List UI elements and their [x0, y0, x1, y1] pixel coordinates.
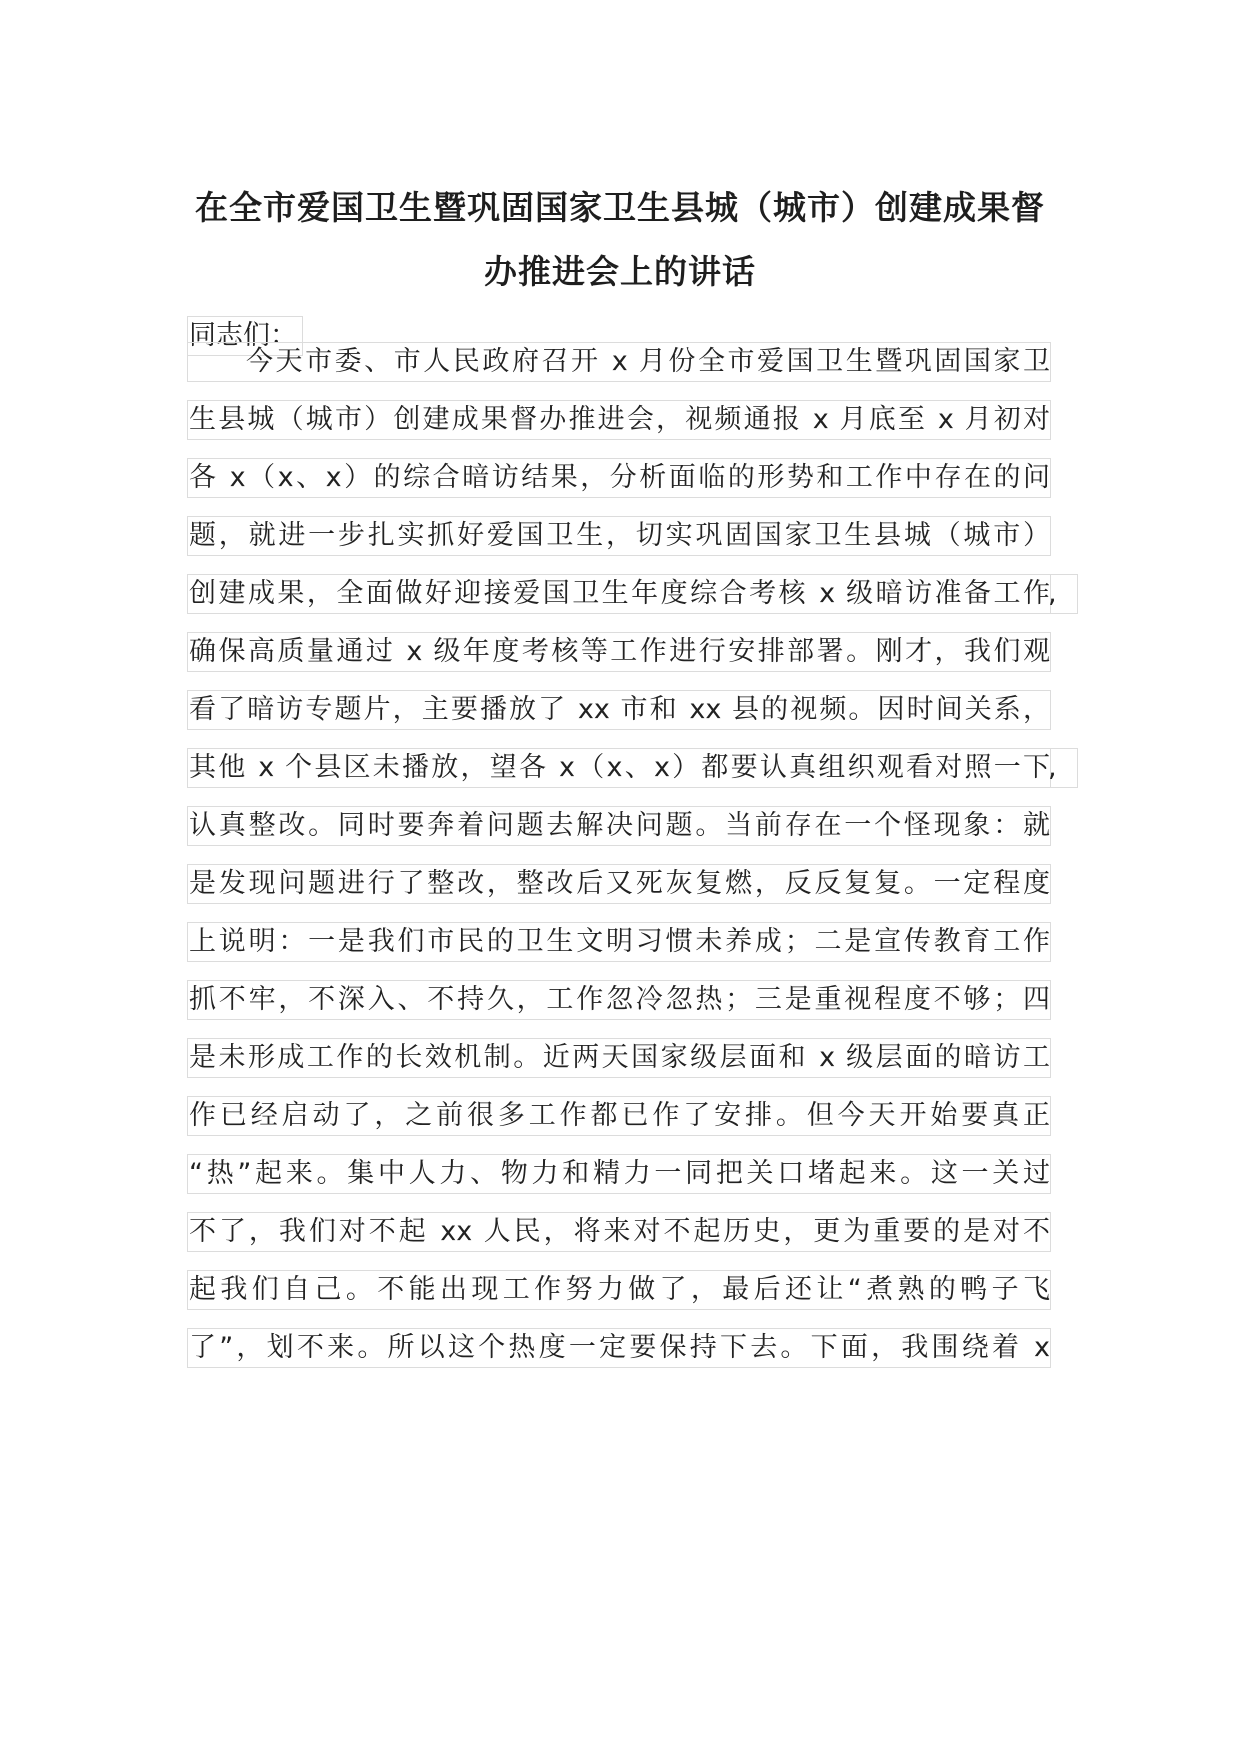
text-line-8-content: 其他 x 个县区未播放，望各 x（x、x）都要认真组织观看对照一下 [189, 752, 1050, 783]
text-line-15 [187, 1154, 1051, 1194]
text-line-7-content: 看了暗访专题片，主要播放了 xx 市和 xx 县的视频。因时间关系， [189, 694, 1050, 725]
text-line-12 [187, 980, 1051, 1020]
text-line-6-content: 确保高质量通过 x 级年度考核等工作进行安排部署。刚才，我们观 [189, 636, 1050, 667]
text-line-11-content: 上说明：一是我们市民的卫生文明习惯未养成；二是宣传教育工作 [189, 926, 1050, 957]
text-line-3-content: 各 x（x、x）的综合暗访结果，分析面临的形势和工作中存在的问 [189, 462, 1050, 493]
text-line-13 [187, 1038, 1051, 1078]
text-line-3 [187, 458, 1051, 498]
document-title-line-2: 办推进会上的讲话 [484, 252, 756, 291]
text-line-9-content: 认真整改。同时要奔着问题去解决问题。当前存在一个怪现象：就 [189, 810, 1050, 841]
text-line-15-content: “热”起来。集中人力、物力和精力一同把关口堵起来。这一关过 [189, 1158, 1050, 1189]
text-line-1 [187, 342, 1051, 382]
text-line-12-content: 抓不牢，不深入、不持久，工作忽冷忽热；三是重视程度不够；四 [189, 984, 1050, 1015]
text-line-9 [187, 806, 1051, 846]
text-line-13-content: 是未形成工作的长效机制。近两天国家级层面和 x 级层面的暗访工 [189, 1042, 1050, 1073]
text-line-17-content: 起我们自己。不能出现工作努力做了，最后还让“煮熟的鸭子飞 [189, 1274, 1050, 1305]
text-line-8 [187, 748, 1051, 788]
text-line-11 [187, 922, 1051, 962]
text-line-7 [187, 690, 1051, 730]
salutation: 同志们： [187, 316, 303, 356]
text-line-14 [187, 1096, 1051, 1136]
text-line-2-content: 生县城（城市）创建成果督办推进会，视频通报 x 月底至 x 月初对 [189, 404, 1050, 435]
text-line-4 [187, 516, 1051, 556]
text-line-1-content: 今天市委、市人民政府召开 x 月份全市爱国卫生暨巩固国家卫 [246, 346, 1050, 377]
text-line-18-content: 了”，划不来。所以这个热度一定要保持下去。下面，我围绕着 x [189, 1332, 1050, 1363]
text-line-16-content: 不了，我们对不起 xx 人民，将来对不起历史，更为重要的是对不 [189, 1216, 1050, 1247]
text-line-16 [187, 1212, 1051, 1252]
overflow-comma-1: , [1046, 574, 1078, 614]
document-title-line-1: 在全市爱国卫生暨巩固国家卫生县城（城市）创建成果督 [195, 188, 1045, 227]
text-line-17 [187, 1270, 1051, 1310]
text-line-10 [187, 864, 1051, 904]
text-line-6 [187, 632, 1051, 672]
text-line-5 [187, 574, 1051, 614]
overflow-comma-2: , [1046, 748, 1078, 788]
text-line-4-content: 题，就进一步扎实抓好爱国卫生，切实巩固国家卫生县城（城市） [189, 520, 1050, 551]
text-line-2 [187, 400, 1051, 440]
text-line-18 [187, 1328, 1051, 1368]
text-line-10-content: 是发现问题进行了整改，整改后又死灰复燃，反反复复。一定程度 [189, 868, 1050, 899]
text-line-5-content: 创建成果，全面做好迎接爱国卫生年度综合考核 x 级暗访准备工作 [189, 578, 1050, 609]
text-line-14-content: 作已经启动了，之前很多工作都已作了安排。但今天开始要真正 [189, 1100, 1050, 1131]
